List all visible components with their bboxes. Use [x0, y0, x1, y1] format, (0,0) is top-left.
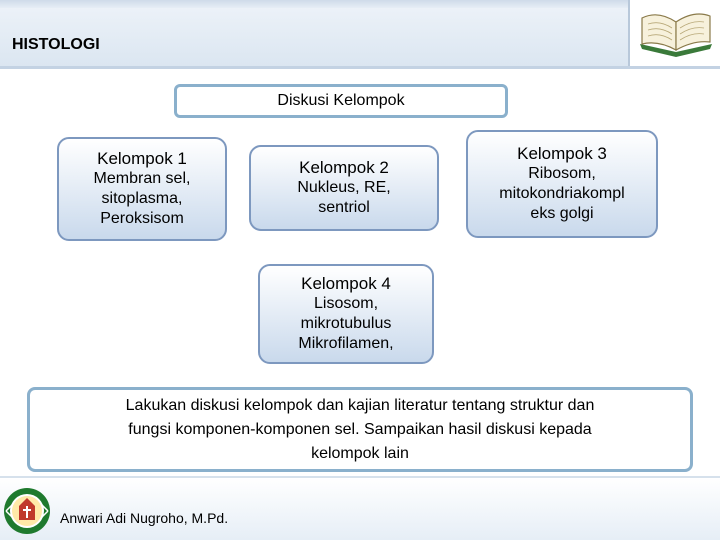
group-4-box: [258, 264, 434, 364]
group-3-topic-line: eks golgi: [530, 205, 594, 222]
footer-author: Anwari Adi Nugroho, M.Pd.: [60, 510, 229, 526]
group-4-name: Kelompok 4: [301, 274, 391, 293]
group-2-box: [249, 145, 439, 231]
footer-band: [0, 478, 720, 540]
slide-title: HISTOLOGI: [12, 36, 100, 53]
discussion-title: Diskusi Kelompok: [174, 84, 508, 118]
group-1-topic-line: sitoplasma,: [101, 190, 183, 207]
header-logo: [628, 0, 720, 66]
group-4-topic-line: mikrotubulus: [300, 315, 392, 332]
group-1-topic-line: Membran sel,: [93, 170, 191, 187]
instruction-line: Lakukan diskusi kelompok dan kajian literatur tentang struktur dan: [125, 396, 595, 414]
group-1-box: [57, 137, 227, 241]
instruction-line: kelompok lain: [311, 444, 409, 462]
group-2-name: Kelompok 2: [299, 158, 389, 177]
instruction-line: fungsi komponen-komponen sel. Sampaikan hasil diskusi kepada: [128, 420, 592, 438]
instruction-box: [27, 387, 693, 472]
group-3-topic-line: mitokondriakompl: [499, 185, 625, 202]
group-2-topic-line: Nukleus, RE,: [297, 179, 391, 196]
group-4-topic-line: Lisosom,: [313, 295, 379, 312]
open-book-icon: [630, 0, 720, 66]
group-3-box: [466, 130, 658, 238]
university-emblem-icon: [2, 486, 52, 536]
header-band: [0, 0, 720, 66]
group-4-topic-line: Mikrofilamen,: [298, 335, 394, 352]
group-2-topic-line: sentriol: [318, 199, 370, 216]
group-1-topic-line: Peroksisom: [100, 210, 184, 227]
group-1-name: Kelompok 1: [97, 149, 187, 168]
group-3-name: Kelompok 3: [517, 144, 607, 163]
group-3-topic-line: Ribosom,: [528, 165, 596, 182]
